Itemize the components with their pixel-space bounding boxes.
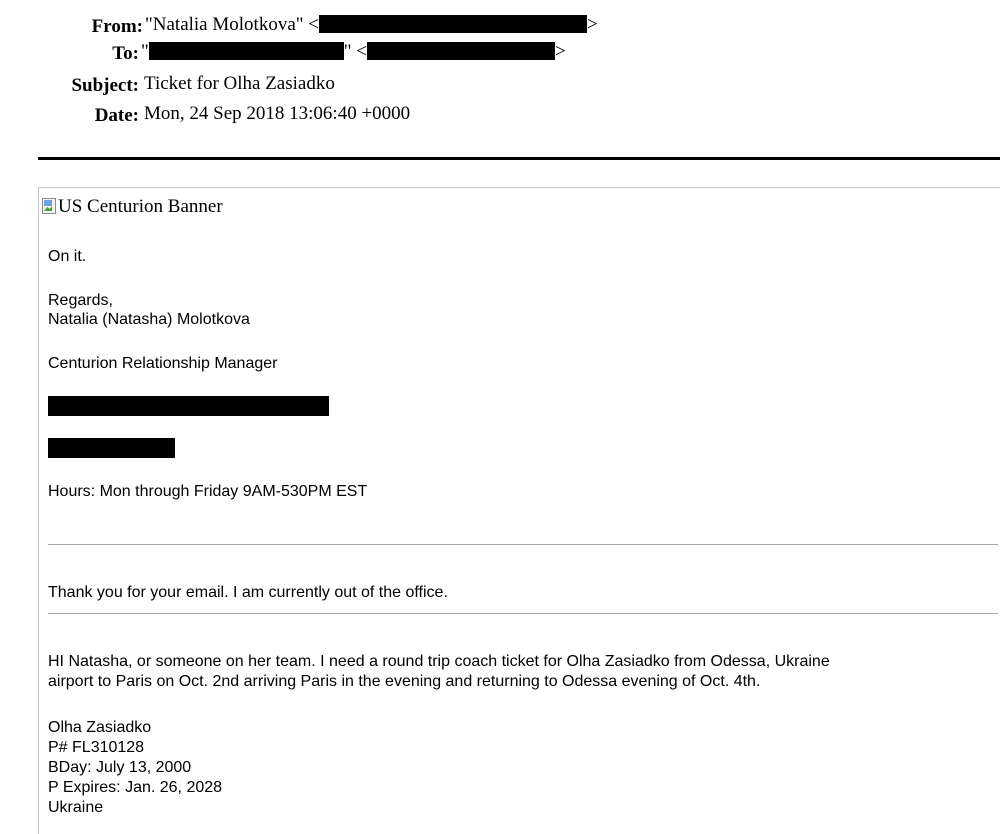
redaction-bar [48, 438, 175, 458]
to-close: > [555, 41, 566, 62]
redaction-bar [48, 396, 329, 416]
signer-title: Centurion Relationship Manager [48, 355, 278, 372]
country: Ukraine [48, 799, 104, 816]
date-label: Date: [94, 105, 139, 126]
passport-expiry: P Expires: Jan. 26, 2028 [48, 779, 223, 796]
redaction-bar [367, 42, 555, 60]
from-label: From: [91, 16, 143, 37]
office-hours: Hours: Mon through Friday 9AM-530PM EST [48, 483, 368, 500]
to-row [0, 41, 139, 67]
request-line-1: HI Natasha, or someone on her team. I need a round trip coach ticket for Olha Zasiadko from Odessa, Ukraine [48, 653, 830, 670]
to-value [141, 41, 566, 63]
passenger-name: Olha Zasiadko [48, 719, 152, 736]
birthday: BDay: July 13, 2000 [48, 759, 192, 776]
auto-reply-text: Thank you for your email. I am currently out of the office. [48, 584, 448, 601]
subject-label: Subject: [71, 75, 139, 96]
from-close: > [586, 14, 598, 35]
request-line-2: airport to Paris on Oct. 2nd arriving Paris in the evening and returning to Odessa evening of Oct. 4th. [48, 673, 761, 690]
broken-image-icon [42, 198, 56, 214]
from-name: "Natalia Molotkova" < [145, 14, 319, 35]
regards-line: Regards, [48, 292, 113, 309]
to-label: To: [112, 43, 139, 64]
date-value: Mon, 24 Sep 2018 13:06:40 +0000 [144, 103, 411, 124]
header-divider [38, 157, 1000, 160]
passport-number: P# FL310128 [48, 739, 145, 756]
to-mid: " < [343, 41, 367, 62]
from-value [145, 14, 598, 36]
subject-row [0, 73, 139, 99]
banner-alt-text: US Centurion Banner [58, 196, 223, 217]
from-row [0, 14, 143, 40]
subject-value: Ticket for Olha Zasiadko [144, 73, 335, 94]
redaction-bar [149, 42, 344, 60]
redaction-bar [319, 15, 587, 33]
quote-divider [48, 613, 998, 614]
signer-name: Natalia (Natasha) Molotkova [48, 311, 250, 328]
message-body [38, 187, 1000, 834]
banner-image-placeholder [42, 195, 223, 219]
reply-line: On it. [48, 248, 87, 265]
quote-divider [48, 544, 998, 545]
date-row [0, 103, 139, 129]
to-open-quote: " [141, 41, 149, 62]
